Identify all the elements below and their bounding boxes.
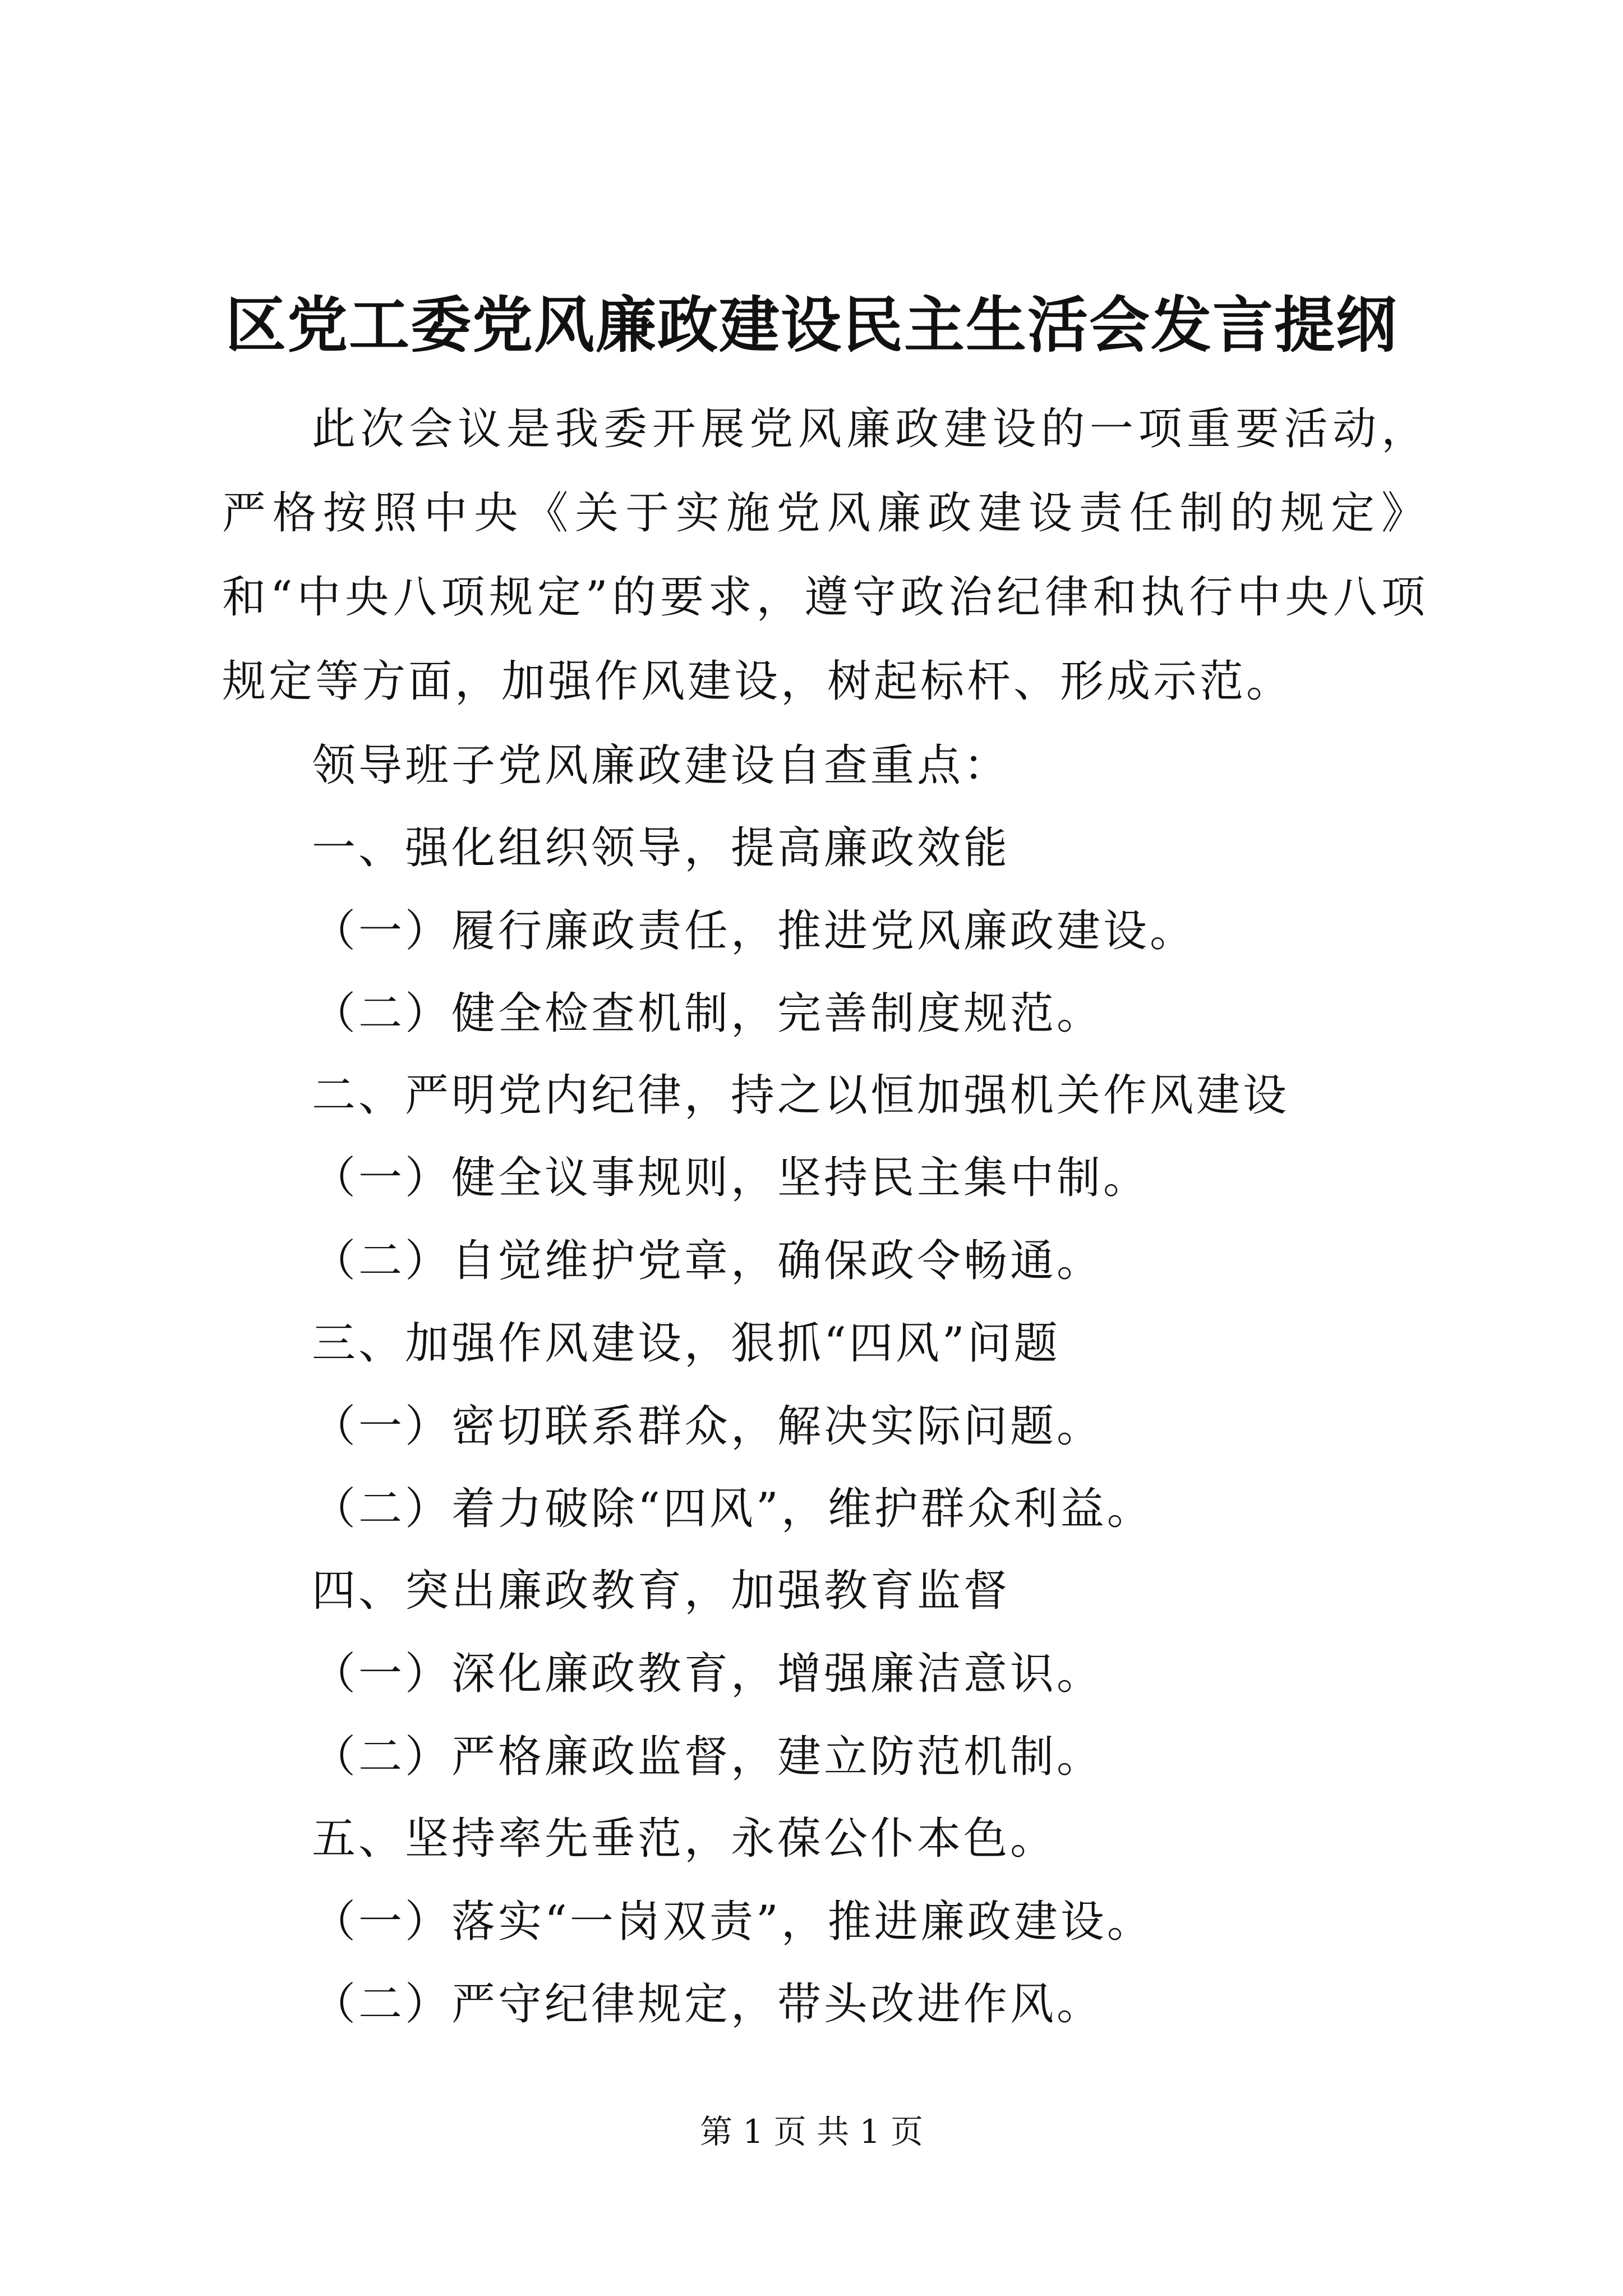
section-4-item-1: （一）深化廉政教育，增强廉洁意识。 — [312, 1649, 1104, 1699]
intro-paragraph: 此次会议是我委开展党风廉政建设的一项重要活动，严格按照中央《关于实施党风廉政建设责任制的规定》和“中央八项规定”的要求，遵守政治纪律和执行中央八项规定等方面，加强作风建设，树起标杆、形成示范。 — [222, 404, 1428, 707]
section-heading-1: 一、强化组织领导，提高廉政效能 — [312, 823, 1011, 873]
section-3-item-2: （二）着力破除“四风”，维护群众利益。 — [312, 1484, 1154, 1534]
section-5-item-2: （二）严守纪律规定，带头改进作风。 — [312, 1979, 1104, 2030]
section-heading-3: 三、加强作风建设，狠抓“四风”问题 — [312, 1318, 1061, 1369]
lead-line: 领导班子党风廉政建设自查重点： — [312, 740, 1011, 791]
page-footer: 第 1 页 共 1 页 — [700, 2113, 923, 2151]
section-1-item-1: （一）履行廉政责任，推进党风廉政建设。 — [312, 906, 1197, 956]
section-2-item-1: （一）健全议事规则，坚持民主集中制。 — [312, 1153, 1150, 1203]
section-heading-4: 四、突出廉政教育，加强教育监督 — [312, 1566, 1011, 1616]
section-5-item-1: （一）落实“一岗双责”，推进廉政建设。 — [312, 1897, 1154, 1947]
section-3-item-1: （一）密切联系群众，解决实际问题。 — [312, 1401, 1104, 1452]
section-2-item-2: （二）自觉维护党章，确保政令畅通。 — [312, 1236, 1104, 1286]
section-4-item-2: （二）严格廉政监督，建立防范机制。 — [312, 1732, 1104, 1782]
section-1-item-2: （二）健全检查机制，完善制度规范。 — [312, 988, 1104, 1039]
section-heading-2: 二、严明党内纪律，持之以恒加强机关作风建设 — [312, 1070, 1290, 1121]
document-title: 区党工委党风廉政建设民主生活会发言提纲 — [225, 290, 1398, 361]
section-heading-5: 五、坚持率先垂范，永葆公仆本色。 — [312, 1814, 1057, 1864]
